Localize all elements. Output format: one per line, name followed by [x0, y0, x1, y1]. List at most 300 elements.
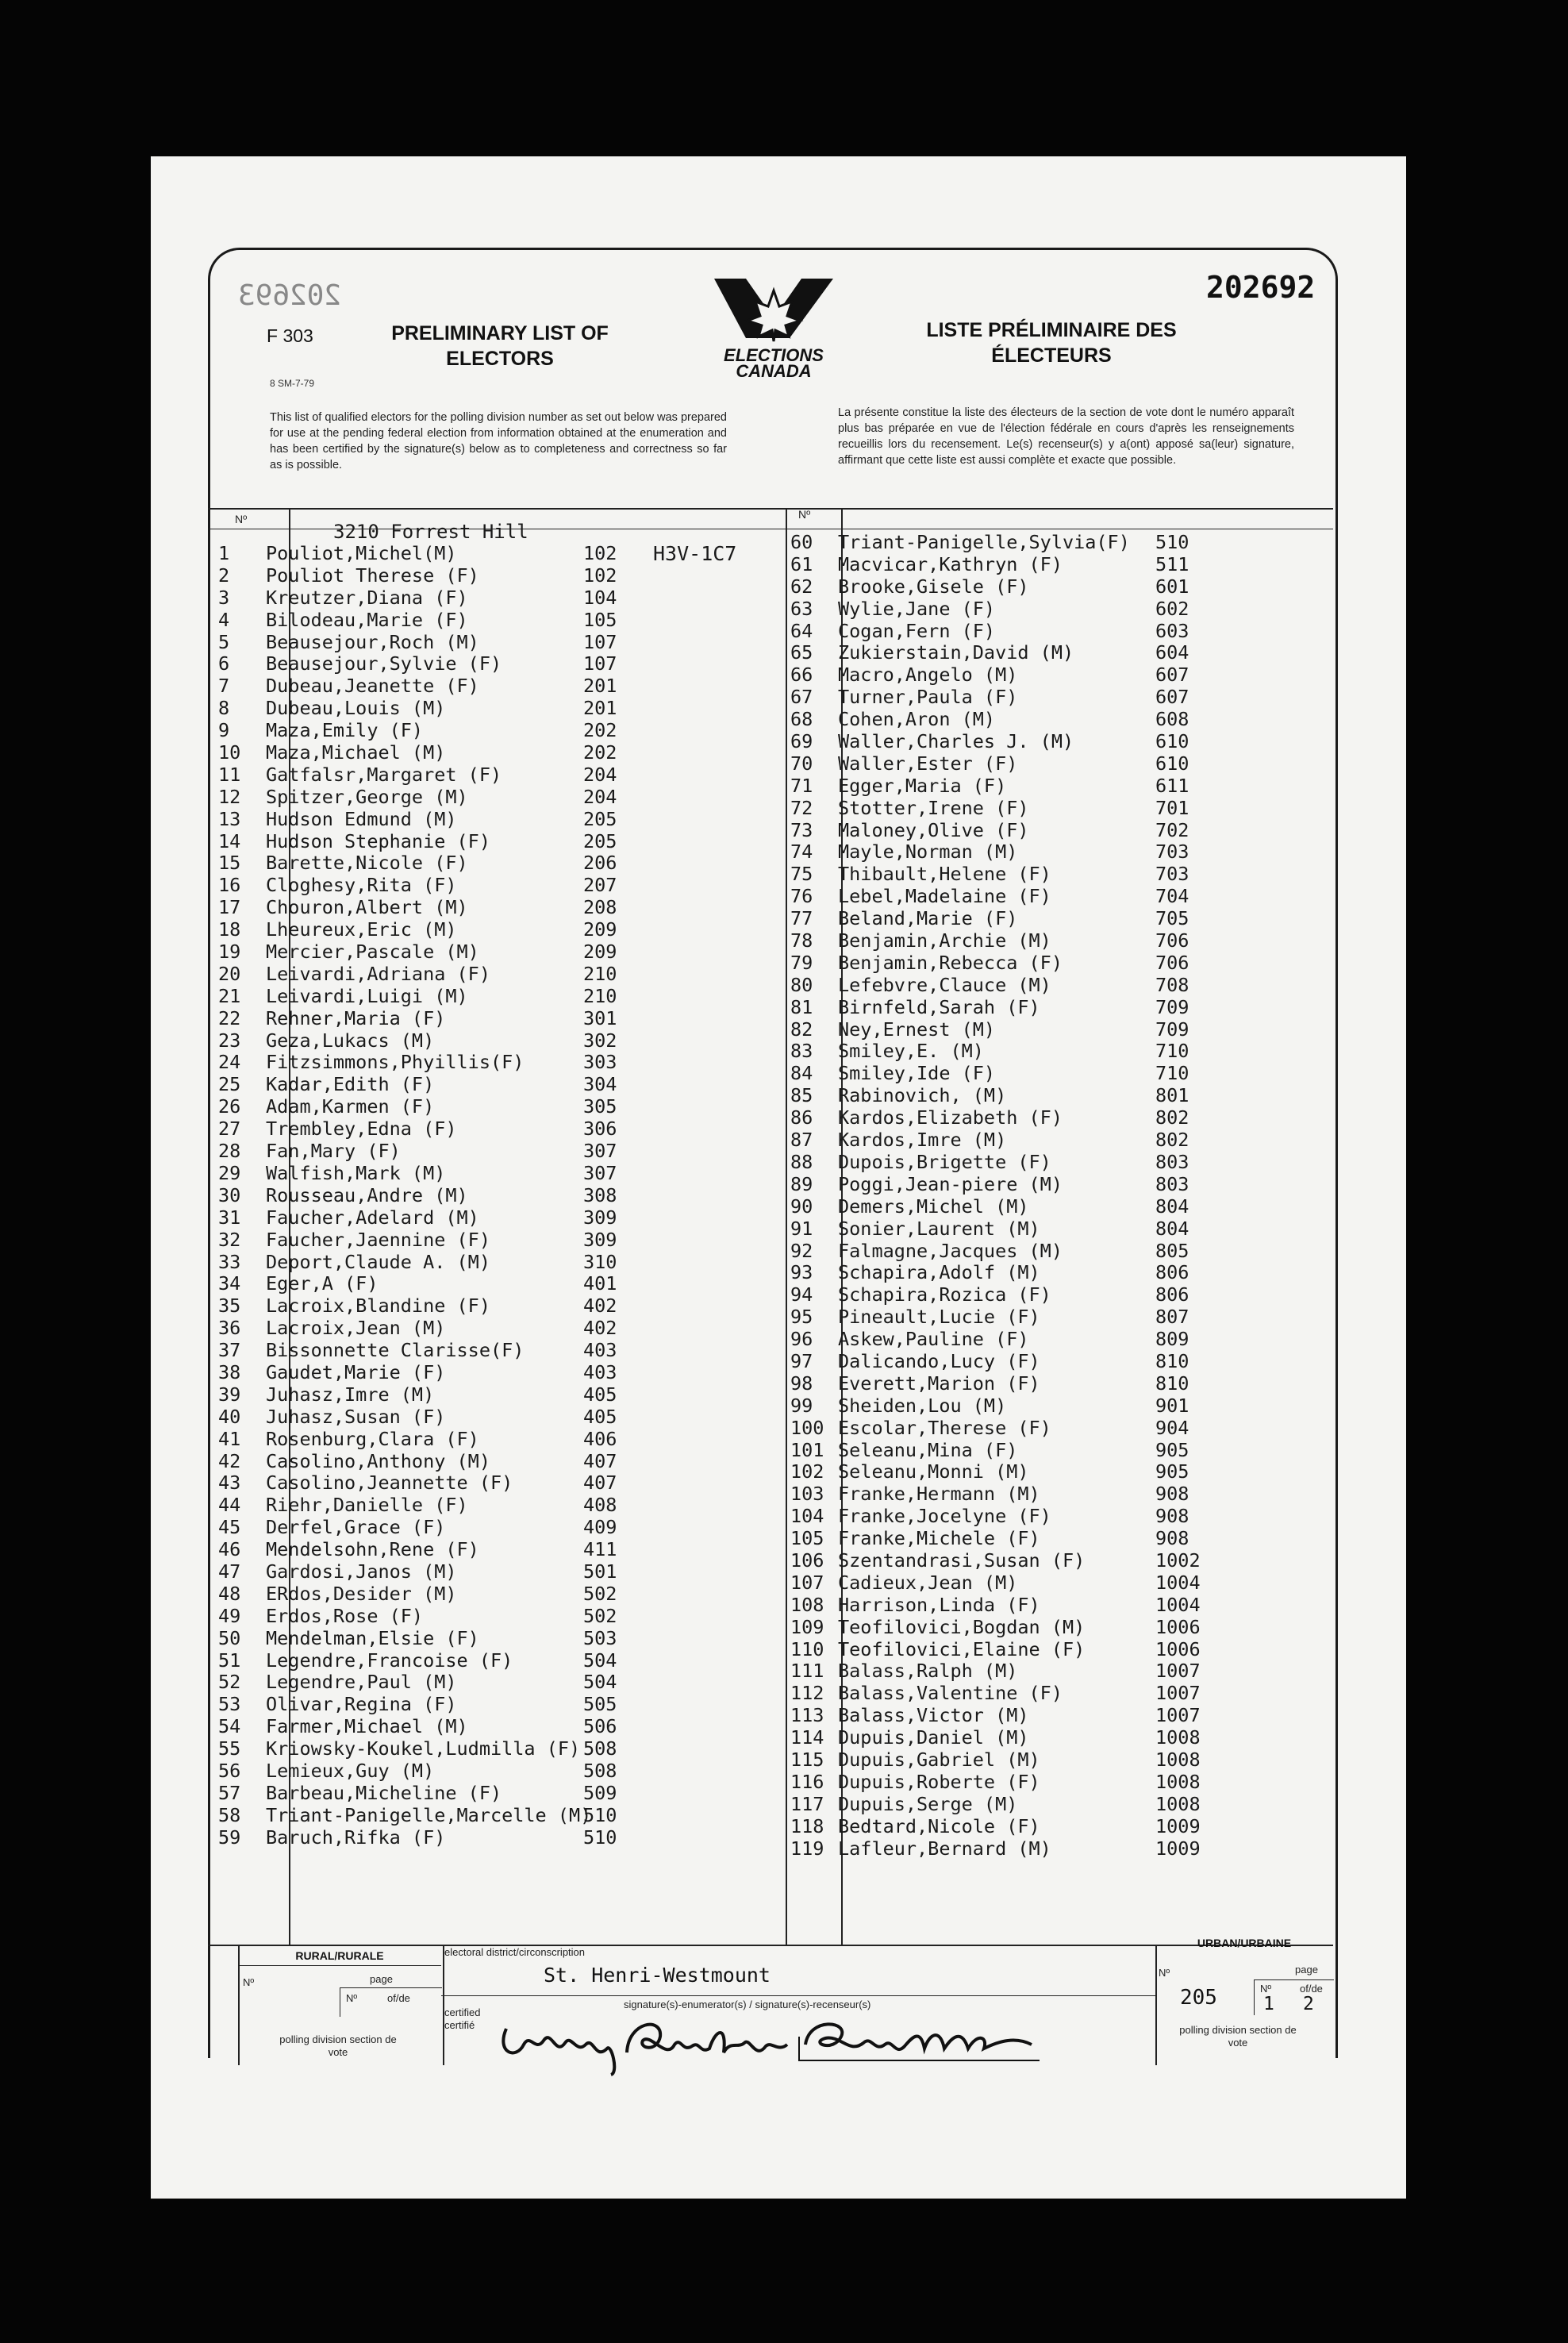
elector-row	[218, 1406, 790, 1429]
apartment-number: 508	[583, 1737, 617, 1760]
elector-row	[218, 1096, 790, 1118]
elector-name: Cogan,Fern (F)	[838, 619, 996, 642]
apartment-number: 309	[583, 1228, 617, 1251]
elector-number: 94	[790, 1283, 813, 1306]
elector-name: Barbeau,Micheline (F)	[266, 1781, 502, 1804]
apartment-number: 102	[583, 564, 617, 587]
elector-row	[218, 632, 790, 654]
elector-number: 4	[218, 608, 230, 631]
elector-number: 66	[790, 664, 813, 687]
apartment-number: 905	[1155, 1438, 1189, 1461]
elector-number: 30	[218, 1183, 241, 1206]
form-number: F 303	[267, 325, 313, 346]
elector-name: Beausejour,Roch (M)	[266, 630, 479, 653]
apartment-number: 104	[583, 586, 617, 609]
elector-row	[790, 1041, 1330, 1063]
elector-number: 9	[218, 719, 230, 742]
elector-number: 2	[218, 564, 230, 587]
elector-name: Sonier,Laurent (M)	[838, 1217, 1040, 1240]
elector-row	[218, 1118, 790, 1141]
elector-number: 115	[790, 1748, 824, 1771]
apartment-number: 608	[1155, 708, 1189, 731]
elector-number: 100	[790, 1416, 824, 1439]
elector-name: Cloghesy,Rita (F)	[266, 874, 457, 897]
elector-number: 95	[790, 1306, 813, 1329]
apartment-number: 607	[1155, 664, 1189, 687]
elector-number: 98	[790, 1372, 813, 1395]
elector-number: 104	[790, 1505, 824, 1528]
elector-row	[790, 997, 1330, 1019]
apartment-number: 407	[583, 1472, 617, 1495]
elector-row	[790, 952, 1330, 975]
apartment-number: 610	[1155, 730, 1189, 753]
elector-name: Escolar,Therese (F)	[838, 1416, 1051, 1439]
elector-number: 116	[790, 1770, 824, 1793]
elector-number: 34	[218, 1272, 241, 1295]
elector-number: 26	[218, 1095, 241, 1118]
apartment-number: 107	[583, 652, 617, 675]
apartment-number: 406	[583, 1427, 617, 1450]
urban-page-no-label: Nº	[1260, 1983, 1272, 1995]
elector-number: 69	[790, 730, 813, 753]
elector-row	[218, 1628, 790, 1650]
elector-name: Chouron,Albert (M)	[266, 896, 468, 919]
apartment-number: 604	[1155, 641, 1189, 664]
apartment-number: 802	[1155, 1129, 1189, 1152]
elector-name: Rosenburg,Clara (F)	[266, 1427, 479, 1450]
elector-row	[790, 1639, 1330, 1661]
elector-row	[790, 1440, 1330, 1462]
elector-row	[218, 1738, 790, 1760]
elector-row	[790, 1241, 1330, 1263]
elector-number: 13	[218, 807, 241, 830]
elector-number: 25	[218, 1073, 241, 1096]
elector-row	[790, 975, 1330, 997]
elector-name: Benjamin,Rebecca (F)	[838, 951, 1063, 974]
elector-row	[790, 1174, 1330, 1196]
elector-row	[790, 731, 1330, 753]
enumerator-signatures	[492, 2005, 1111, 2076]
elector-name: Mendelman,Elsie (F)	[266, 1626, 479, 1649]
elector-number: 11	[218, 763, 241, 786]
elector-number: 28	[218, 1140, 241, 1163]
elector-number: 61	[790, 552, 813, 575]
elector-name: Bedtard,Nicole (F)	[838, 1814, 1040, 1837]
apartment-number: 506	[583, 1715, 617, 1738]
elector-row	[790, 1705, 1330, 1727]
apartment-number: 804	[1155, 1217, 1189, 1240]
elector-number: 82	[790, 1018, 813, 1041]
elector-name: Bissonnette Clarisse(F)	[266, 1339, 525, 1362]
elector-row	[218, 897, 790, 919]
elector-row	[790, 841, 1330, 864]
elector-row	[218, 1716, 790, 1738]
elector-row	[218, 698, 790, 720]
elector-row	[790, 930, 1330, 952]
elector-row	[790, 1794, 1330, 1816]
elector-number: 49	[218, 1604, 241, 1627]
elector-number: 93	[790, 1261, 813, 1284]
elector-number: 35	[218, 1295, 241, 1318]
page-number: 1	[1263, 1994, 1274, 2014]
apartment-number: 607	[1155, 686, 1189, 709]
certified-label: certified certifié	[444, 2006, 481, 2031]
elector-name: Casolino,Jeannette (F)	[266, 1472, 513, 1495]
elector-row	[790, 1617, 1330, 1639]
apartment-number: 204	[583, 785, 617, 808]
elector-name: Kreutzer,Diana (F)	[266, 586, 468, 609]
elector-row	[218, 787, 790, 809]
elector-number: 83	[790, 1040, 813, 1063]
apartment-number: 405	[583, 1383, 617, 1406]
elector-number: 111	[790, 1660, 824, 1683]
elector-row	[790, 1550, 1330, 1572]
elector-name: Falmagne,Jacques (M)	[838, 1239, 1063, 1262]
elector-row	[218, 1340, 790, 1362]
elector-number: 64	[790, 619, 813, 642]
elector-name: Lacroix,Jean (M)	[266, 1317, 446, 1340]
apartment-number: 209	[583, 918, 617, 941]
apartment-number: 1008	[1155, 1748, 1201, 1771]
elector-name: Dupuis,Serge (M)	[838, 1792, 1018, 1815]
elector-row	[790, 1595, 1330, 1617]
elector-name: Lafleur,Bernard (M)	[838, 1837, 1051, 1860]
apartment-number: 809	[1155, 1328, 1189, 1351]
apartment-number: 307	[583, 1161, 617, 1184]
elector-list-right	[790, 532, 1330, 1860]
elector-row	[790, 532, 1330, 554]
apartment-number: 511	[1155, 552, 1189, 575]
elector-name: Fan,Mary (F)	[266, 1140, 401, 1163]
apartment-number: 611	[1155, 774, 1189, 797]
apartment-number: 204	[583, 763, 617, 786]
apartment-number: 610	[1155, 752, 1189, 775]
elector-row	[218, 1694, 790, 1716]
page-total: 2	[1303, 1994, 1314, 2014]
apartment-number: 904	[1155, 1416, 1189, 1439]
elector-number: 62	[790, 575, 813, 598]
rural-label: RURAL/RURALE	[295, 1949, 384, 1962]
elector-number: 38	[218, 1360, 241, 1383]
elector-row	[218, 1827, 790, 1849]
apartment-number: 508	[583, 1759, 617, 1782]
elector-name: Rabinovich, (M)	[838, 1084, 1007, 1107]
apartment-number: 810	[1155, 1349, 1189, 1372]
elector-row	[218, 919, 790, 941]
elector-name: Schapira,Rozica (F)	[838, 1283, 1051, 1306]
apartment-number: 804	[1155, 1195, 1189, 1218]
elector-number: 55	[218, 1737, 241, 1760]
apartment-number: 206	[583, 852, 617, 875]
apartment-number: 107	[583, 630, 617, 653]
rural-no-label: Nº	[243, 1976, 255, 1988]
elector-name: Lacroix,Blandine (F)	[266, 1295, 490, 1318]
elector-number: 85	[790, 1084, 813, 1107]
elector-number: 110	[790, 1637, 824, 1660]
apartment-number: 1002	[1155, 1549, 1201, 1572]
rural-page-no-label: Nº	[346, 1992, 358, 2004]
polling-division-number: 205	[1180, 1986, 1217, 2010]
elector-row	[790, 1284, 1330, 1306]
elector-name: Juhasz,Imre (M)	[266, 1383, 435, 1406]
apartment-number: 202	[583, 719, 617, 742]
rural-page-of-label: of/de	[387, 1992, 410, 2004]
elector-number: 24	[218, 1051, 241, 1074]
apartment-number: 702	[1155, 818, 1189, 841]
column-header-no-left: Nº	[235, 513, 248, 525]
elector-row	[790, 1572, 1330, 1595]
urban-page-label: page	[1295, 1964, 1318, 1976]
elector-number: 29	[218, 1161, 241, 1184]
elector-number: 56	[218, 1759, 241, 1782]
elector-row	[790, 1727, 1330, 1749]
apartment-number: 709	[1155, 1018, 1189, 1041]
elector-name: Teofilovici,Elaine (F)	[838, 1637, 1086, 1660]
elector-row	[218, 1052, 790, 1074]
elector-row	[790, 1772, 1330, 1794]
apartment-number: 1008	[1155, 1792, 1201, 1815]
elector-number: 22	[218, 1006, 241, 1029]
apartment-number: 806	[1155, 1261, 1189, 1284]
elector-row	[790, 1085, 1330, 1107]
elector-name: Eger,A (F)	[266, 1272, 379, 1295]
elector-number: 7	[218, 675, 230, 698]
apartment-number: 403	[583, 1339, 617, 1362]
elector-number: 46	[218, 1538, 241, 1561]
elector-number: 50	[218, 1626, 241, 1649]
apartment-number: 205	[583, 829, 617, 852]
elector-row	[218, 1318, 790, 1340]
rural-page-label: page	[370, 1973, 393, 1985]
elector-number: 87	[790, 1129, 813, 1152]
elector-name: Lheureux,Eric (M)	[266, 918, 457, 941]
apartment-number: 710	[1155, 1040, 1189, 1063]
elector-row	[790, 1152, 1330, 1174]
elector-name: Kardos,Elizabeth (F)	[838, 1106, 1063, 1129]
elector-row	[790, 1351, 1330, 1373]
elector-row	[218, 1650, 790, 1672]
elector-row	[218, 1008, 790, 1030]
elector-row	[218, 675, 790, 698]
elector-number: 39	[218, 1383, 241, 1406]
elector-row	[790, 775, 1330, 798]
elector-row	[218, 986, 790, 1008]
elector-number: 86	[790, 1106, 813, 1129]
elector-name: ERdos,Desider (M)	[266, 1582, 457, 1605]
apartment-number: 905	[1155, 1460, 1189, 1483]
apartment-number: 1008	[1155, 1770, 1201, 1793]
elector-name: Trembley,Edna (F)	[266, 1118, 457, 1141]
elector-number: 105	[790, 1527, 824, 1550]
elector-number: 113	[790, 1704, 824, 1727]
elector-row	[218, 1074, 790, 1096]
elector-number: 51	[218, 1649, 241, 1672]
elector-number: 91	[790, 1217, 813, 1240]
apartment-number: 502	[583, 1604, 617, 1627]
elector-name: Dubeau,Louis (M)	[266, 697, 446, 720]
elector-name: Baruch,Rifka (F)	[266, 1826, 446, 1849]
elector-number: 88	[790, 1150, 813, 1173]
elector-row	[790, 1196, 1330, 1218]
header-divider	[208, 508, 1333, 510]
apartment-number: 411	[583, 1538, 617, 1561]
apartment-number: 201	[583, 697, 617, 720]
apartment-number: 701	[1155, 796, 1189, 819]
elector-number: 18	[218, 918, 241, 941]
elector-row	[790, 886, 1330, 908]
elector-row	[790, 1418, 1330, 1440]
elector-name: Beland,Marie (F)	[838, 907, 1018, 930]
elector-name: Kardos,Imre (M)	[838, 1129, 1007, 1152]
elector-row	[790, 908, 1330, 930]
elector-name: Geza,Lukacs (M)	[266, 1029, 435, 1052]
elector-number: 1	[218, 542, 230, 564]
elector-name: Bilodeau,Marie (F)	[266, 608, 468, 631]
elector-number: 74	[790, 841, 813, 864]
apartment-number: 908	[1155, 1505, 1189, 1528]
title-english: PRELIMINARY LIST OF ELECTORS	[391, 322, 609, 370]
elector-row	[790, 1838, 1330, 1860]
apartment-number: 704	[1155, 885, 1189, 908]
apartment-number: 401	[583, 1272, 617, 1295]
apartment-number: 502	[583, 1582, 617, 1605]
elector-name: Beausejour,Sylvie (F)	[266, 652, 502, 675]
apartment-number: 303	[583, 1051, 617, 1074]
apartment-number: 602	[1155, 597, 1189, 620]
elector-number: 101	[790, 1438, 824, 1461]
district-divider	[441, 1995, 1155, 1996]
elector-number: 58	[218, 1803, 241, 1826]
elector-name: Egger,Maria (F)	[838, 774, 1007, 797]
elector-number: 52	[218, 1671, 241, 1694]
elector-number: 32	[218, 1228, 241, 1251]
elector-name: Gaudet,Marie (F)	[266, 1360, 446, 1383]
elector-number: 27	[218, 1118, 241, 1141]
elector-number: 76	[790, 885, 813, 908]
elector-row	[790, 554, 1330, 576]
elector-number: 47	[218, 1560, 241, 1583]
elector-row	[790, 576, 1330, 598]
elector-number: 84	[790, 1062, 813, 1085]
elector-name: Farmer,Michael (M)	[266, 1715, 468, 1738]
elector-row	[218, 1517, 790, 1539]
apartment-number: 703	[1155, 863, 1189, 886]
elector-name: Macvicar,Kathryn (F)	[838, 552, 1063, 575]
elector-name: Triant-Panigelle,Marcelle (M)	[266, 1803, 592, 1826]
elector-row	[790, 1461, 1330, 1483]
elector-name: Harrison,Linda (F)	[838, 1593, 1040, 1616]
elector-name: Waller,Ester (F)	[838, 752, 1018, 775]
apartment-number: 806	[1155, 1283, 1189, 1306]
apartment-number: 510	[1155, 531, 1189, 553]
apartment-number: 901	[1155, 1394, 1189, 1417]
elector-number: 45	[218, 1516, 241, 1539]
elector-name: Faucher,Jaennine (F)	[266, 1228, 490, 1251]
apartment-number: 208	[583, 896, 617, 919]
electoral-district: St. Henri-Westmount	[544, 1964, 771, 1987]
apartment-number: 908	[1155, 1527, 1189, 1550]
elector-number: 108	[790, 1593, 824, 1616]
apartment-number: 201	[583, 675, 617, 698]
elector-name: Zukierstain,David (M)	[838, 641, 1074, 664]
elector-row	[790, 1129, 1330, 1152]
elector-name: Legendre,Francoise (F)	[266, 1649, 513, 1672]
elector-number: 12	[218, 785, 241, 808]
apartment-number: 703	[1155, 841, 1189, 864]
elector-name: Birnfeld,Sarah (F)	[838, 995, 1040, 1018]
elector-row	[218, 1451, 790, 1473]
elector-number: 118	[790, 1814, 824, 1837]
elector-name: Dupuis,Daniel (M)	[838, 1726, 1029, 1749]
apartment-number: 807	[1155, 1306, 1189, 1329]
district-label: electoral district/circonscription	[444, 1946, 586, 1958]
elector-row	[218, 852, 790, 875]
elector-row	[790, 1816, 1330, 1838]
apartment-number: 706	[1155, 951, 1189, 974]
apartment-number: 710	[1155, 1062, 1189, 1085]
elector-name: Derfel,Grace (F)	[266, 1516, 446, 1539]
elector-name: Askew,Pauline (F)	[838, 1328, 1029, 1351]
elector-number: 37	[218, 1339, 241, 1362]
elector-row	[790, 1506, 1330, 1528]
elector-name: Balass,Ralph (M)	[838, 1660, 1018, 1683]
elector-row	[218, 1760, 790, 1783]
elector-number: 8	[218, 697, 230, 720]
elector-row	[218, 1561, 790, 1583]
apartment-number: 403	[583, 1360, 617, 1383]
elector-row	[218, 809, 790, 831]
elector-name: Demers,Michel (M)	[838, 1195, 1029, 1218]
apartment-number: 102	[583, 542, 617, 564]
elector-row	[218, 653, 790, 675]
elector-number: 60	[790, 531, 813, 553]
elector-number: 44	[218, 1494, 241, 1517]
elector-number: 114	[790, 1726, 824, 1749]
elector-number: 63	[790, 597, 813, 620]
apartment-number: 504	[583, 1649, 617, 1672]
elector-name: Mercier,Pascale (M)	[266, 941, 479, 964]
elector-row	[218, 1472, 790, 1495]
elector-row	[790, 598, 1330, 621]
apartment-number: 407	[583, 1449, 617, 1472]
street-address: 3210 Forrest Hill	[333, 521, 528, 543]
apartment-number: 301	[583, 1006, 617, 1029]
urban-no-label: Nº	[1159, 1967, 1170, 1979]
elector-row	[218, 1384, 790, 1406]
elector-name: Maza,Michael (M)	[266, 741, 446, 764]
elector-row	[790, 1329, 1330, 1351]
apartment-number: 304	[583, 1073, 617, 1096]
rural-polling-label: polling division section de vote	[279, 2033, 397, 2058]
elector-name: Deport,Claude A. (M)	[266, 1250, 490, 1273]
elector-number: 75	[790, 863, 813, 886]
apartment-number: 803	[1155, 1150, 1189, 1173]
apartment-number: 307	[583, 1140, 617, 1163]
elector-name: Poggi,Jean-piere (M)	[838, 1172, 1063, 1195]
elector-row	[218, 720, 790, 742]
elector-row	[790, 864, 1330, 886]
elector-row	[218, 1207, 790, 1229]
elector-name: Seleanu,Monni (M)	[838, 1460, 1029, 1483]
apartment-number: 504	[583, 1671, 617, 1694]
signature-label: signature(s)-enumerator(s) / signature(s)-recenseur(s)	[624, 1999, 871, 2010]
elector-number: 48	[218, 1582, 241, 1605]
elector-row	[790, 1063, 1330, 1085]
elector-number: 10	[218, 741, 241, 764]
elector-row	[218, 565, 790, 587]
elector-number: 79	[790, 951, 813, 974]
elector-row	[218, 610, 790, 632]
